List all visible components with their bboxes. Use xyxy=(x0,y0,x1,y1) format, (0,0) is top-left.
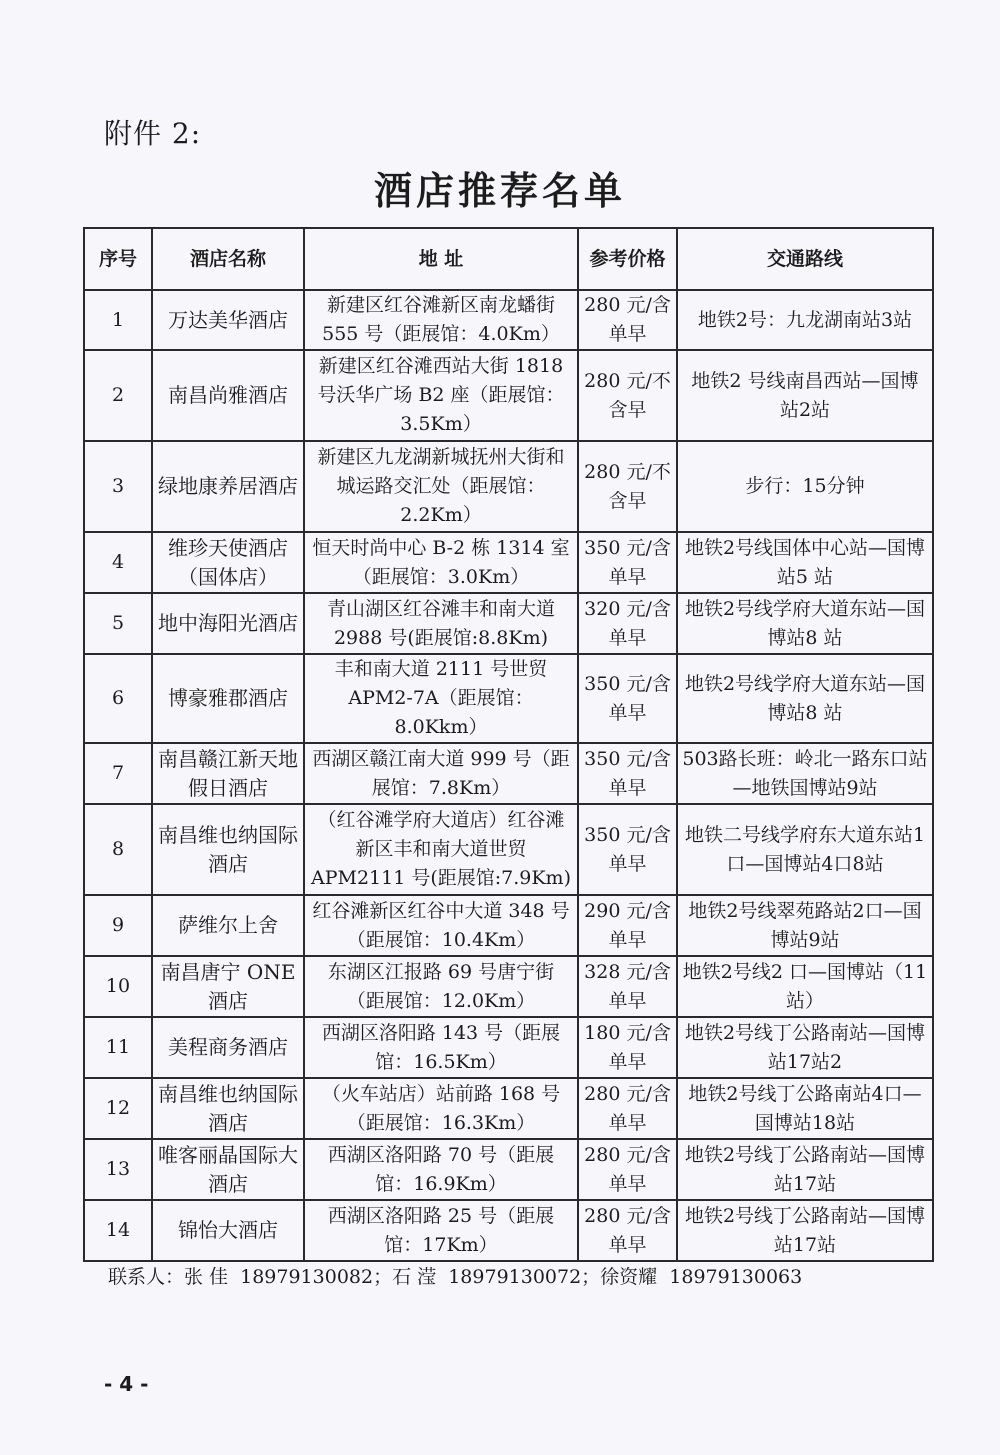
cell-route: 地铁2号线丁公路南站—国博站17站2 xyxy=(677,1017,933,1078)
cell-price: 280 元/含单早 xyxy=(578,1139,677,1200)
cell-price: 350 元/含单早 xyxy=(578,532,677,593)
column-header-address: 地 址 xyxy=(304,228,578,290)
cell-hotel-name: 绿地康养居酒店 xyxy=(152,441,304,532)
table-row xyxy=(84,1078,933,1139)
cell-address: （火车站店）站前路 168 号（距展馆：16.3Km） xyxy=(304,1078,578,1139)
table-row xyxy=(84,532,933,593)
table-row xyxy=(84,895,933,956)
table-header-row xyxy=(84,228,933,290)
cell-address: 西湖区洛阳路 143 号（距展馆：16.5Km） xyxy=(304,1017,578,1078)
cell-address: 青山湖区红谷滩丰和南大道 2988 号(距展馆:8.8Km) xyxy=(304,593,578,654)
cell-route: 地铁2号线2 口—国博站（11站） xyxy=(677,956,933,1017)
cell-route: 503路长班：岭北一路东口站—地铁国博站9站 xyxy=(677,743,933,804)
cell-no: 9 xyxy=(84,895,152,956)
table-row xyxy=(84,441,933,532)
cell-hotel-name: 南昌维也纳国际酒店 xyxy=(152,1078,304,1139)
cell-price: 320 元/含单早 xyxy=(578,593,677,654)
cell-address: 西湖区洛阳路 25 号（距展馆：17Km） xyxy=(304,1200,578,1261)
cell-no: 14 xyxy=(84,1200,152,1261)
cell-address: 东湖区江报路 69 号唐宁街（距展馆：12.0Km） xyxy=(304,956,578,1017)
cell-no: 12 xyxy=(84,1078,152,1139)
cell-no: 10 xyxy=(84,956,152,1017)
column-header-no: 序号 xyxy=(84,228,152,290)
table-row xyxy=(84,350,933,441)
cell-hotel-name: 萨维尔上舍 xyxy=(152,895,304,956)
cell-address: 红谷滩新区红谷中大道 348 号（距展馆：10.4Km） xyxy=(304,895,578,956)
cell-route: 地铁2号线国体中心站—国博站5 站 xyxy=(677,532,933,593)
cell-price: 290 元/含单早 xyxy=(578,895,677,956)
cell-hotel-name: 维珍天使酒店（国体店） xyxy=(152,532,304,593)
table-row xyxy=(84,654,933,743)
cell-route: 地铁2号线学府大道东站—国博站8 站 xyxy=(677,593,933,654)
cell-address: 新建区红谷滩新区南龙蟠街 555 号（距展馆：4.0Km） xyxy=(304,290,578,350)
page-number: - 4 - xyxy=(104,1372,149,1396)
cell-price: 280 元/含单早 xyxy=(578,1078,677,1139)
cell-hotel-name: 南昌赣江新天地假日酒店 xyxy=(152,743,304,804)
cell-route: 地铁2 号线南昌西站—国博站2站 xyxy=(677,350,933,441)
cell-route: 地铁2号线翠苑路站2口—国博站9站 xyxy=(677,895,933,956)
cell-no: 13 xyxy=(84,1139,152,1200)
cell-hotel-name: 南昌维也纳国际酒店 xyxy=(152,804,304,895)
column-header-name: 酒店名称 xyxy=(152,228,304,290)
cell-price: 280 元/不含早 xyxy=(578,350,677,441)
table-row xyxy=(84,804,933,895)
cell-no: 1 xyxy=(84,290,152,350)
cell-route: 地铁2号线丁公路南站—国博站17站 xyxy=(677,1200,933,1261)
cell-no: 3 xyxy=(84,441,152,532)
cell-hotel-name: 唯客丽晶国际大酒店 xyxy=(152,1139,304,1200)
table-row xyxy=(84,290,933,350)
cell-price: 350 元/含单早 xyxy=(578,804,677,895)
table-row xyxy=(84,593,933,654)
cell-address: 新建区红谷滩西站大街 1818 号沃华广场 B2 座（距展馆：3.5Km） xyxy=(304,350,578,441)
cell-no: 5 xyxy=(84,593,152,654)
cell-price: 280 元/含单早 xyxy=(578,290,677,350)
cell-route: 步行：15分钟 xyxy=(677,441,933,532)
cell-no: 2 xyxy=(84,350,152,441)
table-row xyxy=(84,743,933,804)
cell-route: 地铁2号：九龙湖南站3站 xyxy=(677,290,933,350)
column-header-route: 交通路线 xyxy=(677,228,933,290)
cell-no: 6 xyxy=(84,654,152,743)
cell-address: 西湖区洛阳路 70 号（距展馆：16.9Km） xyxy=(304,1139,578,1200)
column-header-price: 参考价格 xyxy=(578,228,677,290)
cell-price: 280 元/不含早 xyxy=(578,441,677,532)
cell-price: 180 元/含单早 xyxy=(578,1017,677,1078)
table-row xyxy=(84,956,933,1017)
cell-route: 地铁2号线丁公路南站4口—国博站18站 xyxy=(677,1078,933,1139)
hotel-table xyxy=(83,227,934,1262)
cell-hotel-name: 锦怡大酒店 xyxy=(152,1200,304,1261)
cell-hotel-name: 地中海阳光酒店 xyxy=(152,593,304,654)
cell-address: 新建区九龙湖新城抚州大街和城运路交汇处（距展馆：2.2Km） xyxy=(304,441,578,532)
cell-hotel-name: 美程商务酒店 xyxy=(152,1017,304,1078)
cell-hotel-name: 博豪雅郡酒店 xyxy=(152,654,304,743)
contact-info: 联系人：张 佳 18979130082；石 滢 18979130072；徐资耀 18979130063 xyxy=(108,1266,803,1288)
table-row xyxy=(84,1139,933,1200)
cell-price: 350 元/含单早 xyxy=(578,743,677,804)
cell-no: 4 xyxy=(84,532,152,593)
cell-no: 11 xyxy=(84,1017,152,1078)
cell-route: 地铁二号线学府东大道东站1口—国博站4口8站 xyxy=(677,804,933,895)
cell-address: 丰和南大道 2111 号世贸 APM2-7A（距展馆：8.0Kkm） xyxy=(304,654,578,743)
cell-hotel-name: 万达美华酒店 xyxy=(152,290,304,350)
cell-no: 7 xyxy=(84,743,152,804)
table-row xyxy=(84,1200,933,1261)
cell-price: 280 元/含单早 xyxy=(578,1200,677,1261)
cell-route: 地铁2号线学府大道东站—国博站8 站 xyxy=(677,654,933,743)
cell-address: 西湖区赣江南大道 999 号（距展馆：7.8Km） xyxy=(304,743,578,804)
cell-hotel-name: 南昌尚雅酒店 xyxy=(152,350,304,441)
cell-price: 328 元/含单早 xyxy=(578,956,677,1017)
cell-address: （红谷滩学府大道店）红谷滩新区丰和南大道世贸 APM2111 号(距展馆:7.9Km) xyxy=(304,804,578,895)
cell-price: 350 元/含单早 xyxy=(578,654,677,743)
document-title: 酒店推荐名单 xyxy=(373,168,626,213)
cell-address: 恒天时尚中心 B-2 栋 1314 室（距展馆：3.0Km） xyxy=(304,532,578,593)
cell-no: 8 xyxy=(84,804,152,895)
table-row xyxy=(84,1017,933,1078)
attachment-label: 附件 2: xyxy=(104,117,202,150)
cell-route: 地铁2号线丁公路南站—国博站17站 xyxy=(677,1139,933,1200)
cell-hotel-name: 南昌唐宁 ONE 酒店 xyxy=(152,956,304,1017)
